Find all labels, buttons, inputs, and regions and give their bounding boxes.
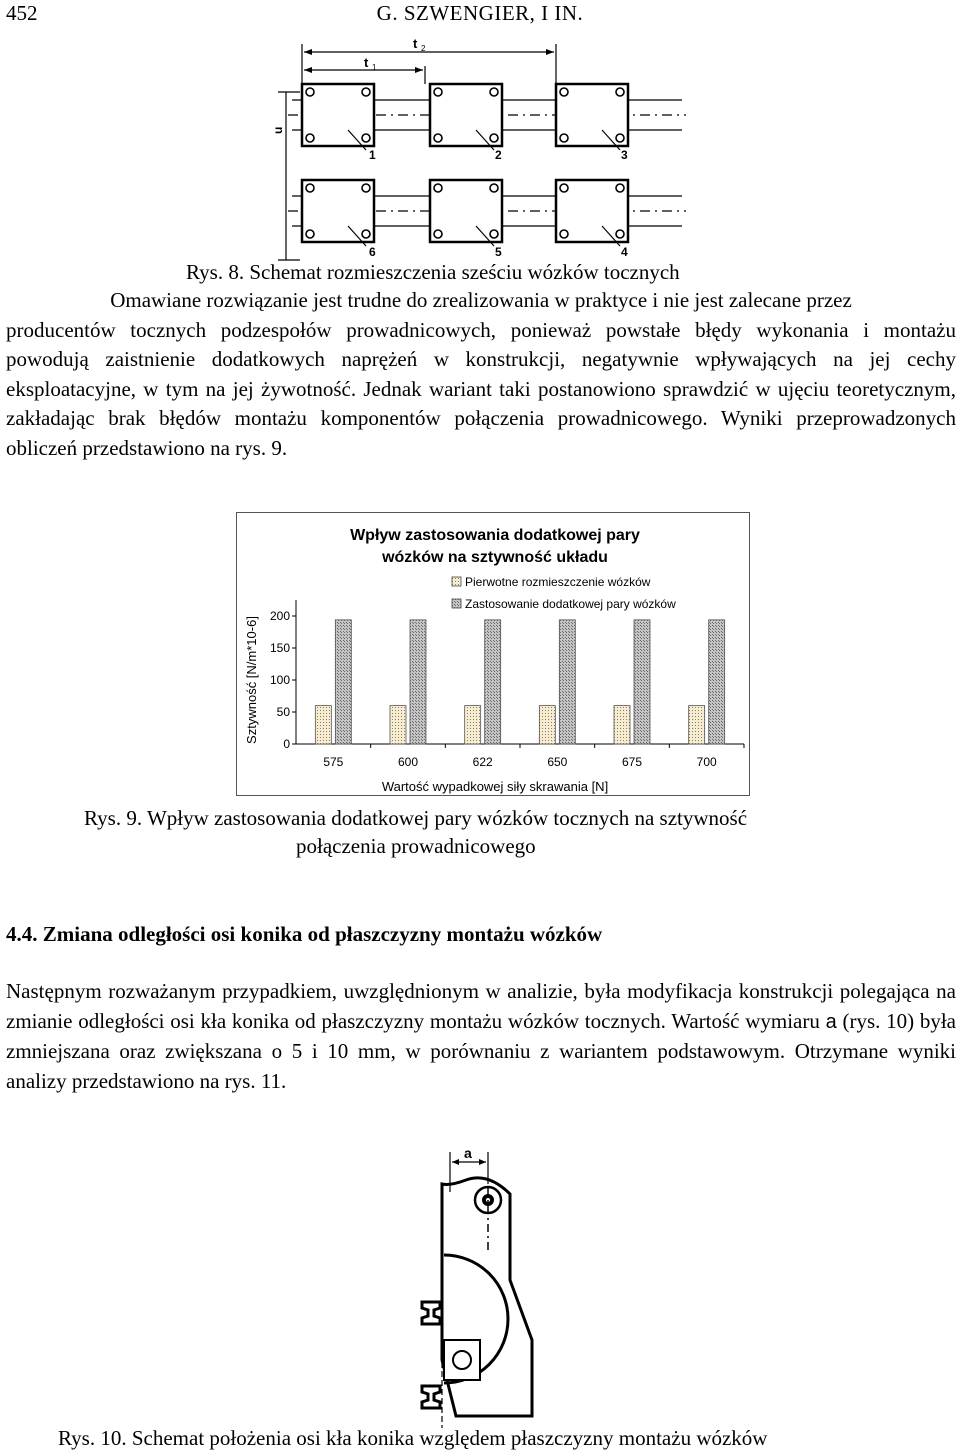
bar-series1-700 xyxy=(689,706,705,744)
figure-8-carriage-layout xyxy=(270,34,690,264)
label-carriage-1: 1 xyxy=(369,148,376,162)
dimension-symbol-a: a xyxy=(825,1010,837,1033)
paragraph-section-start: Następnym rozważanym przypadkiem, uwzględnionym w analizie, była modyfikacja konstrukcji polegająca na zmianie odległości osi kła konika od płaszczyzny montażu wózków tocznych. Wartość wymiaru xyxy=(6,979,956,1033)
paragraph-intro-line1: Omawiane rozwiązanie jest trudne do zrealizowania w praktyce i nie jest zalecane przez xyxy=(110,288,852,312)
legend-label-series1: Pierwotne rozmieszczenie wózków xyxy=(465,575,651,589)
chart-y-axis-label: Sztywność [N/m*10-6] xyxy=(244,616,259,744)
bar-series2-575 xyxy=(335,620,351,744)
chart-title-line2: wózków na sztywność układu xyxy=(382,549,608,566)
bar-series2-600 xyxy=(410,620,426,744)
label-t2: t xyxy=(413,36,418,51)
figure-9-caption-line1: Rys. 9. Wpływ zastosowania dodatkowej pary wózków tocznych na sztywność xyxy=(84,806,748,830)
x-tick-label: 575 xyxy=(323,755,344,769)
label-t2-sub: 2 xyxy=(421,44,426,53)
y-tick-label: 50 xyxy=(276,705,290,719)
running-header-authors: G. SZWENGIER, I IN. xyxy=(376,1,584,25)
label-t1-sub: 1 xyxy=(372,63,377,72)
figure-8-caption: Rys. 8. Schemat rozmieszczenia sześciu wózków tocznych xyxy=(186,260,680,284)
section-heading: 4.4. Zmiana odległości osi konika od płaszczyzny montażu wózków xyxy=(6,922,603,946)
chart-x-axis-label: Wartość wypadkowej siły skrawania [N] xyxy=(381,779,609,794)
chart-title-line1: Wpływ zastosowania dodatkowej pary xyxy=(350,527,640,544)
paragraph-intro xyxy=(6,286,956,463)
bar-series2-700 xyxy=(709,620,725,744)
y-tick-label: 200 xyxy=(269,609,290,623)
label-carriage-3: 3 xyxy=(621,148,628,162)
legend-swatch-series1 xyxy=(452,577,461,586)
legend-swatch-series2 xyxy=(452,599,461,608)
bar-series1-575 xyxy=(315,706,331,744)
bar-series2-622 xyxy=(485,620,501,744)
bar-series2-675 xyxy=(634,620,650,744)
y-tick-label: 0 xyxy=(283,737,290,751)
paragraph-section-end: (rys. 10) była zmniejszana oraz zwiększana o 5 i 10 mm, w porównaniu z wariantem podstawowym. Otrzymane wyniki analizy przedstawiono na rys. 11. xyxy=(6,1008,956,1093)
legend-label-series2: Zastosowanie dodatkowej pary wózków xyxy=(465,597,676,611)
bar-series2-650 xyxy=(559,620,575,744)
paragraph-intro-body: producentów tocznych podzespołów prowadnicowych, ponieważ powstałe błędy wykonania i montażu powodują zaistnienie dodatkowych naprężeń w konstrukcji, negatywnie wpływających na jej cechy eksploatacyjne, w tym na jej żywotność. Jednak wariant taki postanowiono sprawdzić w ujęciu teoretycznym, zakładając brak błędów montażu komponentów połączenia prowadnicowego. Wyniki przeprowadzonych obliczeń przedstawiono na rys. 9. xyxy=(6,317,956,460)
bar-series1-650 xyxy=(539,706,555,744)
figure-10-tailstock-schematic xyxy=(400,1140,560,1430)
label-u: u xyxy=(271,126,285,134)
x-tick-label: 700 xyxy=(696,755,717,769)
x-tick-label: 650 xyxy=(547,755,568,769)
label-t1: t xyxy=(364,55,369,70)
paragraph-section xyxy=(6,977,956,1096)
label-dimension-a: a xyxy=(464,1145,472,1161)
label-carriage-6: 6 xyxy=(369,245,376,259)
x-tick-label: 600 xyxy=(397,755,419,769)
label-carriage-2: 2 xyxy=(495,148,502,162)
figure-9-chart xyxy=(236,512,750,796)
label-carriage-5: 5 xyxy=(495,245,502,259)
bar-series1-622 xyxy=(465,706,481,744)
x-tick-label: 675 xyxy=(621,755,643,769)
chart-plot-area xyxy=(270,600,744,769)
x-tick-label: 622 xyxy=(472,755,493,769)
bar-series1-600 xyxy=(390,706,406,744)
y-tick-label: 150 xyxy=(269,641,290,655)
figure-10-caption: Rys. 10. Schemat położenia osi kła konika względem płaszczyzny montażu wózków xyxy=(58,1426,768,1450)
figure-9-caption-line2: połączenia prowadnicowego xyxy=(296,834,536,858)
page-number: 452 xyxy=(6,1,38,25)
bar-series1-675 xyxy=(614,706,630,744)
label-carriage-4: 4 xyxy=(621,245,628,259)
y-tick-label: 100 xyxy=(269,673,290,687)
